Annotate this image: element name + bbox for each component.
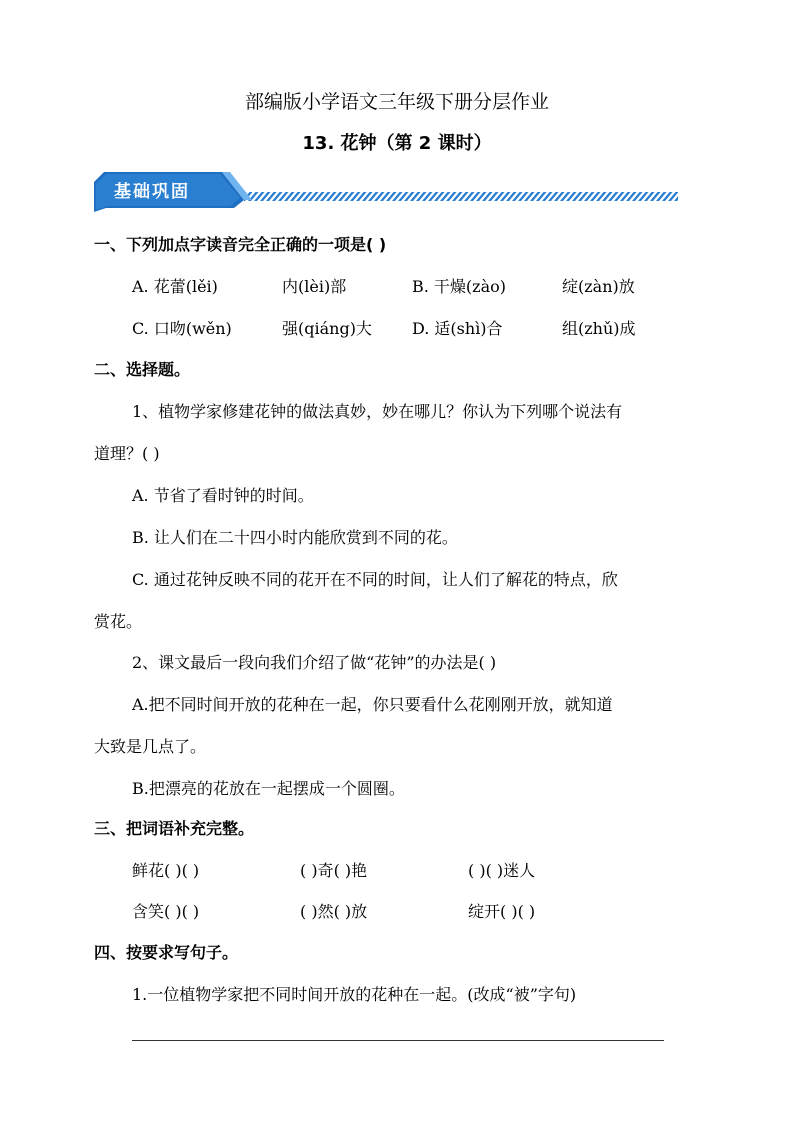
q1-heading: 一、下列加点字读音完全正确的一项是( ) <box>94 235 387 254</box>
q2-1-stem-line2: 道理？( ) <box>94 444 160 463</box>
q2-2-option-b: B.把漂亮的花放在一起摆成一个圆圈。 <box>132 779 405 798</box>
q1-option-c: C. 口吻(wěn) <box>132 319 232 338</box>
q1-option-c-2: 强(qiáng)大 <box>282 319 372 338</box>
section-banner <box>94 170 678 212</box>
q3-heading: 三、把词语补充完整。 <box>94 819 255 838</box>
q1-option-a: A. 花蕾(lěi) <box>132 277 218 296</box>
q4-item-1: 1.一位植物学家把不同时间开放的花种在一起。(改成“被”字句) <box>132 985 577 1004</box>
q2-2-stem: 2、课文最后一段向我们介绍了做“花钟”的办法是( ) <box>132 653 497 672</box>
q2-1-stem-line1: 1、植物学家修建花钟的做法真妙，妙在哪儿？你认为下列哪个说法有 <box>132 402 623 421</box>
answer-line[interactable] <box>132 1040 664 1041</box>
q3-blank-3: ( )( )迷人 <box>468 861 536 880</box>
q1-option-d: D. 适(shì)合 <box>412 319 503 338</box>
lesson-subtitle: 13. 花钟（第 2 课时） <box>302 133 492 154</box>
q3-blank-1: 鲜花( )( ) <box>132 861 200 880</box>
q1-option-b: B. 干燥(zào) <box>412 277 507 296</box>
q2-1-option-c-line1: C. 通过花钟反映不同的花开在不同的时间，让人们了解花的特点，欣 <box>132 570 618 589</box>
document-title: 部编版小学语文三年级下册分层作业 <box>244 91 549 113</box>
q3-blank-4: 含笑( )( ) <box>132 902 200 921</box>
q1-option-d-2: 组(zhǔ)成 <box>562 319 636 338</box>
q2-2-option-a-line1: A.把不同时间开放的花种在一起，你只要看什么花刚刚开放，就知道 <box>132 695 613 714</box>
q3-blank-5: ( )然( )放 <box>300 902 368 921</box>
q3-blank-2: ( )奇( )艳 <box>300 861 368 880</box>
q2-1-option-c-line2: 赏花。 <box>94 612 143 631</box>
q2-1-option-b: B. 让人们在二十四小时内能欣赏到不同的花。 <box>132 528 458 547</box>
q2-1-option-a: A. 节省了看时钟的时间。 <box>132 486 314 505</box>
q2-2-option-a-line2: 大致是几点了。 <box>94 737 207 756</box>
banner-label: 基础巩固 <box>114 182 190 202</box>
q1-option-a-2: 内(lèi)部 <box>282 277 347 296</box>
q3-blank-6: 绽开( )( ) <box>468 902 536 921</box>
q2-heading: 二、选择题。 <box>94 360 191 379</box>
q1-option-b-2: 绽(zàn)放 <box>562 277 635 296</box>
q4-heading: 四、按要求写句子。 <box>94 943 239 962</box>
